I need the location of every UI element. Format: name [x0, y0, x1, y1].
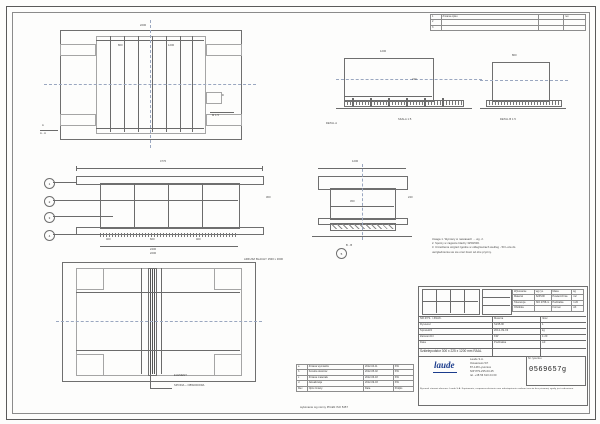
note-line: uwzglednienia sie sie oraz ilosci od obu pryzmy. — [432, 250, 492, 254]
cell: rev — [564, 15, 586, 20]
cell: a — [297, 365, 308, 370]
cell: Data — [363, 386, 393, 391]
note-line: 3. Urzadzenie wzgled zgodne w odleglosciach wedlug - 50 Luza do — [432, 246, 516, 250]
cell: Podpis — [393, 386, 413, 391]
table-row — [513, 306, 584, 311]
address-line: tel. +48 56 610 24 00 — [470, 374, 497, 377]
date-label: Data — [420, 341, 426, 344]
balloon-label: 2 — [48, 199, 51, 204]
drawn-by-label: Rysowal — [420, 323, 431, 326]
footer-note: Rysunek stanowi wlasnosc Laude S.A. Kopiowanie, rozpowszechnianie oraz udostepnianie osobom trzecim bez pisemnej zgody jest zabronione. — [420, 388, 574, 390]
cell: 2012-05-02 — [363, 370, 393, 375]
cell: Masa — [551, 290, 572, 295]
cell: d — [297, 381, 308, 386]
address-line: NIP 879-235-03-25 — [470, 370, 494, 373]
cell: 2012-09-03 — [363, 381, 393, 386]
balloon-1 — [44, 178, 55, 189]
checked-by-label: Sprawdzil — [420, 329, 433, 332]
cell: 1 — [431, 15, 442, 20]
cell: Zmiana opisu — [441, 15, 538, 20]
approved-by-label: Zatwierdzil — [420, 335, 434, 338]
object-label: Szkielepodstor 300 x 225 x 1200 mm RAAL — [420, 349, 482, 353]
company-logo: laude — [434, 360, 455, 370]
cell: ISO 2768-m — [535, 300, 550, 304]
cell: m2 — [572, 295, 584, 300]
cell: Opis zmiany — [307, 386, 363, 391]
cell: Podzialka — [551, 300, 572, 305]
cell: A3 — [572, 306, 584, 311]
cell: Obróbka — [513, 306, 535, 311]
top-revision-table — [430, 14, 586, 31]
cell: 1:20 — [572, 300, 584, 305]
cell: Aktualizacja — [307, 381, 363, 386]
notes-block — [432, 238, 582, 254]
balloon-2 — [44, 196, 55, 207]
cell: Tolerancja — [513, 300, 535, 305]
cell: S235JR — [534, 295, 551, 300]
cell: b — [297, 370, 308, 375]
cell: 2012-06-18 — [363, 375, 393, 380]
address-line: Laude S.A. — [470, 358, 484, 361]
cell — [538, 25, 563, 30]
balloon-3 — [44, 212, 55, 223]
cell: Format — [551, 306, 572, 311]
cell: KW — [393, 365, 413, 370]
cell: KW — [393, 381, 413, 386]
sheet-standard-note: wykonanie wg normy PN-EN ISO 5457 — [300, 406, 348, 409]
cell: Zmiana wymiarów — [307, 365, 363, 370]
cell: 2 — [431, 20, 442, 25]
cell: Material — [513, 295, 535, 300]
note-line: Uwaga 1. Wymiary w nawiasach ... wg. 2. — [432, 238, 484, 241]
note-line: 2. Spoiny w zagiecie blachy 3250/600. — [432, 242, 480, 246]
table-row — [513, 300, 584, 305]
drawing-sheet: 1 Zmiana opisu rev 2 3 A A - A D M 1:5 2200 800 1200 1200 240 DETAL A SKALA 1:5 800 DETAL B 1:5 4770 1 2 3 4 400 600 400 2400 300 1200 450 240 B - B 5 Uwaga 1. Wymiary w nawiasach ... wg. 2. 2. Spoiny w zagiecie blachy 3250/600. 3. Urzadzenie wzgled zgodne w odleglosciach wedlug - 50 Luza do uwzglednienia sie sie oraz ilosci od obu pryzmy. ELEMENT SPOINA ~ OBWODOWA ARKUSZ BLACHY 1500 x 3000 2200 Wykonanie wg rys. Masa kg Material S235JR Powierzchnia m2 Tolerancja ISO 2768-m Podzialka 1:20 Obróbka Format A3 NR.RYS. / ZNAK. Materia Ilosc Rysowal S235JR 1 Sprawdzil 2012-09-03 kg Zatwierdzil KW 1:20 Data Podzialka A3 Szkielepodstor 300 x 225 x 1200 mm RAAL laude Laude S.A. Ostaszewo 57i 87-148 Lysomice NIP 879-235-03-25 tel. +48 56 610 24 00 Nr rysunku 0569657g Rysunek stanowi wlasnosc Laude S.A. Kopiowanie, rozpowszechnianie oraz udostepnianie osobom trzecim bez pisemnej zgody jest zabronione. a Zmiana wymiarów 2012-04-11 KW b Korekta otworów 2012-05-02 KW c Zmiana materialu 2012-06-18 KW d Aktualizacja 2012-09-03 KW Rev Opis zmiany Data Podpis wykonanie wg normy PN-EN ISO 5457 — [0, 0, 600, 424]
table-row — [297, 386, 414, 391]
balloon-label: 4 — [48, 233, 51, 238]
balloon-label: 3 — [48, 215, 51, 220]
cell: kg — [572, 290, 584, 295]
cell: c — [297, 375, 308, 380]
cell: Powierzchnia — [551, 295, 572, 300]
bottom-revision-table — [296, 364, 414, 392]
cell — [441, 25, 538, 30]
address-line: Ostaszewo 57i — [470, 362, 489, 365]
drawing-number: 0569657g — [529, 366, 567, 374]
cell: 2012-04-11 — [363, 365, 393, 370]
table-row — [431, 25, 586, 30]
balloon-4 — [44, 230, 55, 241]
address-line: 87-148 Lysomice — [470, 366, 492, 369]
cell: Rev — [297, 386, 308, 391]
cell: Korekta otworów — [307, 370, 363, 375]
cell: 3 — [431, 25, 442, 30]
cell: KW — [393, 370, 413, 375]
cell: KW — [393, 375, 413, 380]
cell — [564, 25, 586, 30]
cell: Zmiana materialu — [307, 375, 363, 380]
cell: wg rys. — [534, 290, 551, 295]
spec-table — [512, 289, 584, 312]
cell: Wykonanie — [513, 290, 535, 295]
cell — [534, 306, 551, 311]
balloon-label: 1 — [48, 181, 51, 186]
